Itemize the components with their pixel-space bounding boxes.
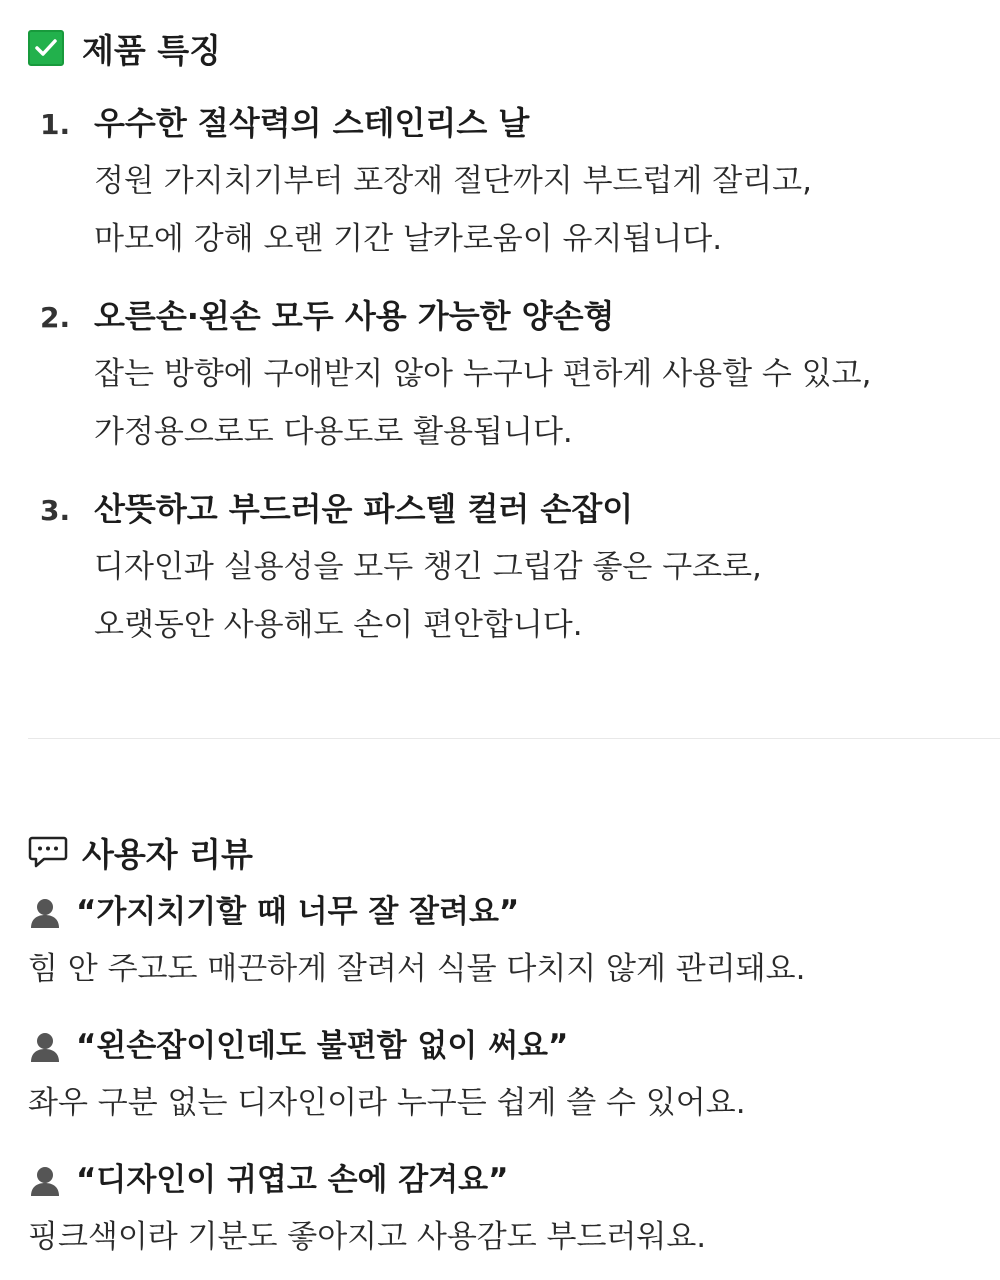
feature-description-line: 정원 가지치기부터 포장재 절단까지 부드럽게 잘리고,: [94, 163, 812, 199]
person-silhouette-icon: [28, 1029, 62, 1063]
feature-item-3: [40, 480, 980, 654]
reviews-section-title: [28, 826, 253, 878]
review-item-1: [28, 884, 990, 998]
features-section-title: [28, 24, 221, 72]
feature-item-1: [40, 94, 980, 268]
person-silhouette-icon: [28, 1163, 62, 1197]
review-body: 힘 안 주고도 매끈하게 잘려서 식물 다치지 않게 관리돼요.: [28, 951, 806, 987]
feature-description-line: 디자인과 실용성을 모두 챙긴 그립감 좋은 구조로,: [94, 549, 762, 585]
feature-description-line: 마모에 강해 오랜 기간 날카로움이 유지됩니다.: [94, 221, 723, 257]
feature-title: 우수한 절삭력의 스테인리스 날: [94, 104, 530, 142]
check-mark-button-icon: [28, 30, 64, 66]
speech-bubble-icon: [28, 835, 68, 869]
feature-description-line: 오랫동안 사용해도 손이 편안합니다.: [94, 607, 583, 643]
feature-number: 3.: [40, 494, 71, 527]
review-item-3: [28, 1152, 990, 1266]
features-title-text: 제품 특징: [82, 30, 222, 70]
review-quote: “왼손잡이인데도 불편함 없이 써요”: [76, 1028, 569, 1064]
feature-title: 산뜻하고 부드러운 파스텔 컬러 손잡이: [94, 490, 634, 528]
review-body: 핑크색이라 기분도 좋아지고 사용감도 부드러워요.: [28, 1219, 707, 1255]
feature-number: 1.: [40, 108, 71, 141]
section-divider: [28, 738, 1000, 739]
feature-description-line: 가정용으로도 다용도로 활용됩니다.: [94, 414, 573, 450]
review-body: 좌우 구분 없는 디자인이라 누구든 쉽게 쓸 수 있어요.: [28, 1085, 746, 1121]
feature-number: 2.: [40, 301, 71, 334]
reviews-title-text: 사용자 리뷰: [82, 834, 253, 874]
review-quote: “가지치기할 때 너무 잘 잘려요”: [76, 894, 520, 930]
review-quote: “디자인이 귀엽고 손에 감겨요”: [76, 1162, 509, 1198]
person-silhouette-icon: [28, 895, 62, 929]
feature-description-line: 잡는 방향에 구애받지 않아 누구나 편하게 사용할 수 있고,: [94, 356, 872, 392]
feature-item-2: [40, 287, 980, 461]
review-item-2: [28, 1018, 990, 1132]
feature-title: 오른손·왼손 모두 사용 가능한 양손형: [94, 297, 615, 335]
